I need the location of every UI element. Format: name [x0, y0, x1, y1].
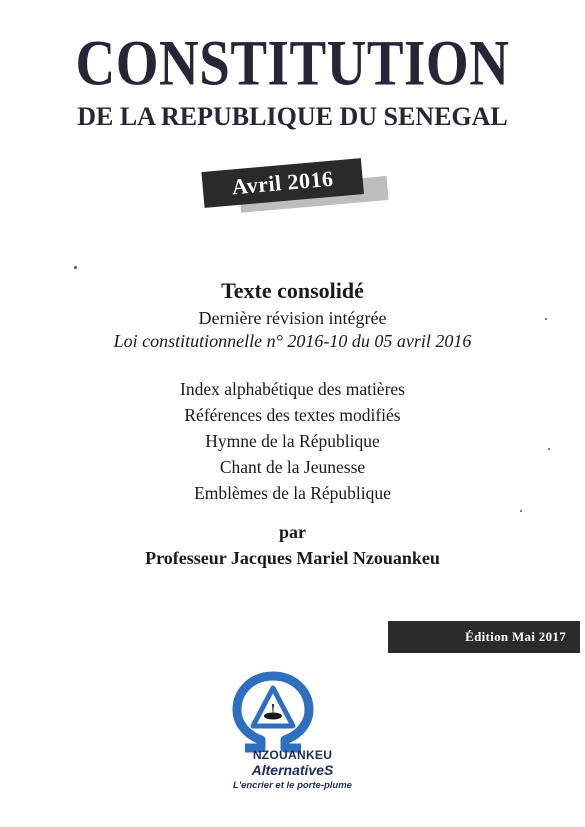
index-item: Références des textes modifiés [184, 405, 401, 425]
index-item: Hymne de la République [205, 431, 380, 451]
scan-speck [520, 510, 522, 512]
by-label: par [279, 522, 306, 542]
index-item: Index alphabétique des matières [180, 379, 405, 399]
date-banner [201, 158, 364, 208]
publisher-name: NZOUANKEU [252, 748, 333, 762]
revision-line: Dernière révision intégrée [198, 308, 387, 328]
index-item: Chant de la Jeunesse [219, 457, 366, 477]
index-item: Emblèmes de la République [194, 483, 391, 503]
author-name: Professeur Jacques Mariel Nzouankeu [145, 548, 440, 568]
publisher-logo-graphic [223, 670, 323, 756]
document-title: CONSTITUTION [75, 26, 510, 99]
edition-bar [388, 621, 580, 653]
date-banner-text: Avril 2016 [230, 165, 335, 200]
publisher-subname: AlternativeS [251, 762, 334, 778]
scan-speck [545, 318, 547, 320]
consolidated-text-heading: Texte consolidé [221, 278, 364, 303]
document-subtitle: DE LA REPUBLIQUE DU SENEGAL [77, 102, 508, 131]
omega-triangle-logo-icon [223, 670, 323, 756]
scan-speck [74, 266, 77, 269]
publisher-tagline: L'encrier et le porte-plume [233, 780, 352, 791]
scan-speck [548, 448, 550, 450]
edition-text: Édition Mai 2017 [465, 629, 566, 644]
law-reference: Loi constitutionnelle n° 2016-10 du 05 avril 2016 [113, 331, 472, 351]
